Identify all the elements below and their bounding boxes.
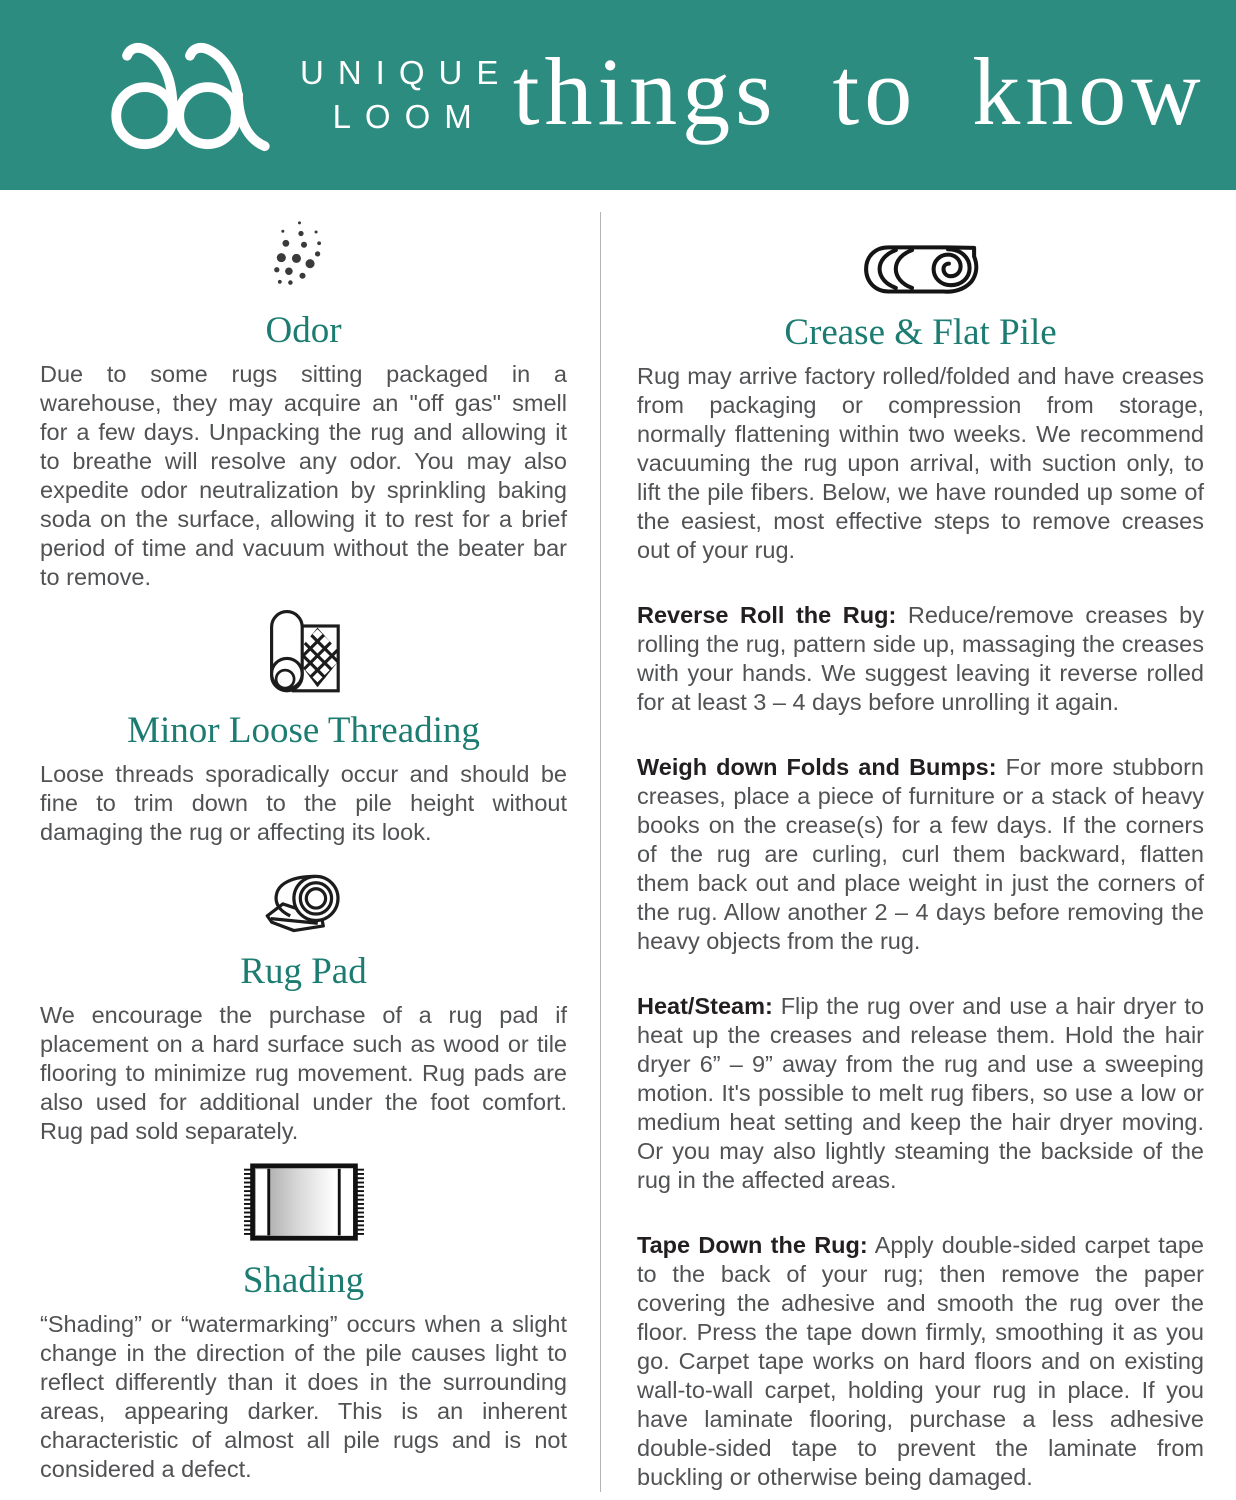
section-shading <box>40 1162 567 1484</box>
rug-pad-icon-wrap <box>40 869 567 937</box>
tip-heat-steam <box>637 992 1204 1195</box>
rolled-rug-spiral-icon <box>860 242 982 296</box>
tip-weigh-down <box>637 753 1204 956</box>
tip-tape-down <box>637 1231 1204 1492</box>
crease-icon-wrap <box>637 242 1204 296</box>
column-divider <box>600 212 601 1492</box>
odor-dots-icon <box>270 212 338 298</box>
brand-name-line2: LOOM <box>332 98 486 135</box>
rug-pad-roll-icon <box>264 869 344 937</box>
page-title: things to know <box>512 37 1206 145</box>
rolled-rug-crosshatch-icon <box>266 608 342 698</box>
tip-weigh-down-label: Weigh down Folds and Bumps: <box>637 754 997 780</box>
right-column <box>637 212 1204 1492</box>
content-columns <box>0 212 1236 1492</box>
shading-heading: Shading <box>242 1260 365 1301</box>
shading-body: “Shading” or “watermarking” occurs when a slight change in the direction of the pile causes light to reflect differently than it does in the surrounding areas, appearing darker. This is an inherent characteristic of almost all pile rugs and is not considered a defect. <box>40 1311 567 1482</box>
odor-icon-wrap <box>40 212 567 298</box>
brand-lockup <box>106 36 512 154</box>
rug-pad-body: We encourage the purchase of a rug pad if placement on a hard surface such as wood or tile flooring to minimize rug movement. Rug pads are also used for additional under the foot comfort. Rug pad sold separately. <box>40 1002 567 1144</box>
crease-heading: Crease & Flat Pile <box>784 312 1057 353</box>
rug-pad-heading: Rug Pad <box>240 951 367 992</box>
left-column <box>40 212 567 1492</box>
tip-reverse-roll <box>637 601 1204 717</box>
tip-tape-down-label: Tape Down the Rug: <box>637 1232 868 1258</box>
header-banner <box>0 0 1236 190</box>
unique-loom-logo-icon <box>106 36 274 154</box>
section-odor <box>40 212 567 592</box>
tip-heat-steam-body: Flip the rug over and use a hair dryer to heat up the creases and release them. Hold the hair dryer 6” – 9” away from the rug and use a sweeping motion. It's possible to melt rug fibers, so use a low or medium heat setting and keep the hair dryer moving. Or you may also lightly steaming the backside of the rug in the affected areas. <box>637 993 1205 1193</box>
odor-heading: Odor <box>265 310 342 351</box>
brand-wordmark <box>300 51 512 138</box>
section-minor-loose-threading <box>40 608 567 847</box>
threading-heading: Minor Loose Threading <box>127 710 480 751</box>
fringed-rug-gradient-icon <box>244 1162 364 1244</box>
threading-icon-wrap <box>40 608 567 698</box>
tip-tape-down-body: Apply double-sided carpet tape to the back of your rug; then remove the paper covering the adhesive and smooth the rug over the floor. Press the tape down firmly, smoothing it as you go. Carpet tape works on hard floors and on existing wall-to-wall carpet, holding your rug in place. If you have laminate flooring, purchase a less adhesive double-sided tape to prevent the laminate from buckling or otherwise being damaged. <box>637 1232 1204 1490</box>
tip-reverse-roll-body: Reduce/remove creases by rolling the rug, pattern side up, massaging the creases with your hands. We suggest leaving it reverse rolled for at least 3 – 4 days before unrolling it again. <box>637 602 1204 715</box>
tip-weigh-down-body: For more stubborn creases, place a piece of furniture or a stack of heavy books on the crease(s) for a few days. If the corners of the rug are curling, curl them backward, flatten them back out and place weight in just the corners of the rug. Allow another 2 – 4 days before removing the heavy objects from the rug. <box>637 754 1204 954</box>
tip-reverse-roll-label: Reverse Roll the Rug: <box>637 602 897 628</box>
shading-icon-wrap <box>40 1162 567 1244</box>
crease-intro: Rug may arrive factory rolled/folded and have creases from packaging or compression from storage, normally flattening within two weeks. We recommend vacuuming the rug upon arrival, with suction only, to lift the pile fibers. Below, we have rounded up some of the easiest, most effective steps to remove creases out of your rug. <box>637 363 1204 563</box>
brand-name-line1: UNIQUE <box>300 54 513 92</box>
section-rug-pad <box>40 869 567 1146</box>
odor-body: Due to some rugs sitting packaged in a warehouse, they may acquire an "off gas" smell for a few days. Unpacking the rug and allowing it to breathe will resolve any odor. You may also expedite odor neutralization by sprinkling baking soda on the surface, allowing it to rest for a brief period of time and vacuum without the beater bar to remove. <box>40 361 567 590</box>
threading-body: Loose threads sporadically occur and should be fine to trim down to the pile height without damaging the rug or affecting its look. <box>40 761 567 845</box>
tip-heat-steam-label: Heat/Steam: <box>637 993 773 1019</box>
